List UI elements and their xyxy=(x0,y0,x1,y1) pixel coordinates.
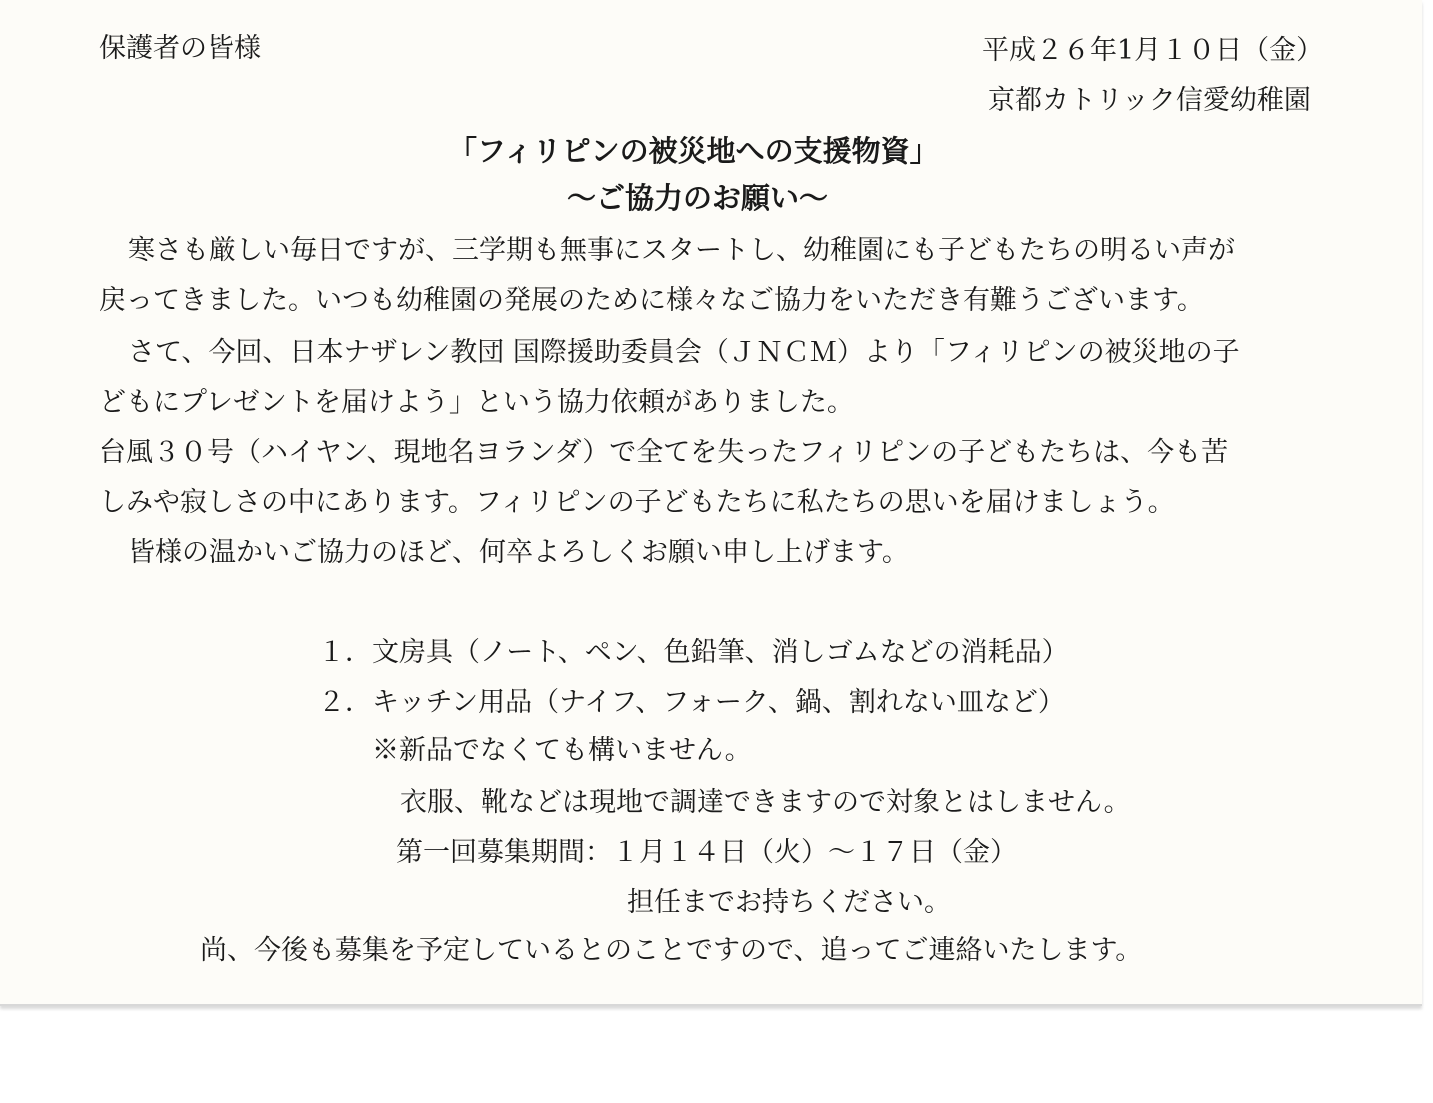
item-kitchen: ２．キッチン用品（ナイフ、フォーク、鍋、割れない皿など） xyxy=(318,687,1065,718)
title-sub: ～ご協力のお願い～ xyxy=(567,181,829,215)
title-main: 「フィリピンの被災地への支援物資」 xyxy=(448,134,939,168)
submit-instruction: 担任までお持ちください。 xyxy=(627,887,951,918)
recipient: 保護者の皆様 xyxy=(99,33,261,64)
body-line: 寒さも厳しい毎日ですが、三学期も無事にスタートし、幼稚園にも子どもたちの明るい声が xyxy=(128,235,1235,266)
note-new-items: ※新品でなくても構いません。 xyxy=(372,735,752,766)
body-line: しみや寂しさの中にあります。フィリピンの子どもたちに私たちの思いを届けましょう。 xyxy=(99,487,1175,518)
sender: 京都カトリック信愛幼稚園 xyxy=(988,85,1311,116)
body-line: 台風３０号（ハイヤン、現地名ヨランダ）で全てを失ったフィリピンの子どもたちは、今も苦 xyxy=(99,437,1229,468)
collection-period: 第一回募集期間：１月１４日（火）～１７日（金） xyxy=(396,837,1017,868)
body-line: 戻ってきました。いつも幼稚園の発展のために様々なご協力をいただき有難うございます。 xyxy=(99,285,1204,316)
closing-note: 尚、今後も募集を予定しているとのことですので、追ってご連絡いたします。 xyxy=(200,935,1143,966)
item-stationery: １．文房具（ノート、ペン、色鉛筆、消しゴムなどの消耗品） xyxy=(318,637,1069,668)
body-line: さて、今回、日本ナザレン教団 国際援助委員会（ＪＮＣＭ）より「フィリピンの被災地の子 xyxy=(128,337,1240,368)
body-line: どもにプレゼントを届けよう」という協力依頼がありました。 xyxy=(99,387,854,418)
body-line: 皆様の温かいご協力のほど、何卒よろしくお願い申し上げます。 xyxy=(128,537,909,568)
note-clothes: 衣服、靴などは現地で調達できますので対象とはしません。 xyxy=(400,787,1131,818)
date: 平成２６年1月１０日（金） xyxy=(982,35,1324,66)
